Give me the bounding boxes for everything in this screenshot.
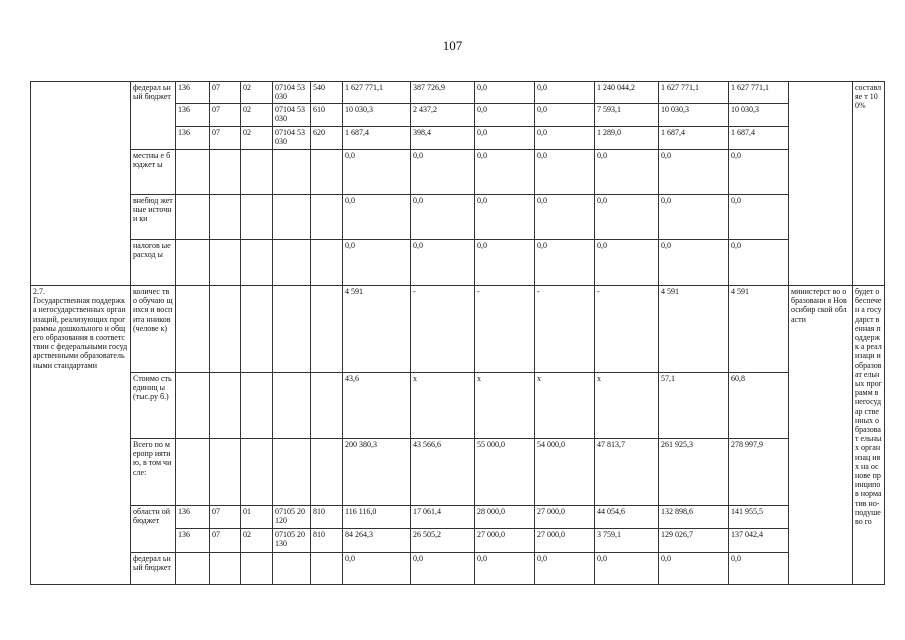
value-cell: - bbox=[411, 286, 475, 373]
value-cell: 0,0 bbox=[595, 553, 659, 585]
table-cell: 398,4 bbox=[411, 127, 475, 150]
table-cell: 136 bbox=[176, 104, 210, 127]
empty-cell bbox=[210, 373, 241, 439]
table-cell: 129 026,7 bbox=[659, 529, 729, 553]
executor: министерст во образовани я Новосибир ской области bbox=[789, 286, 853, 585]
empty-cell bbox=[241, 195, 273, 240]
value-cell: 54 000,0 bbox=[535, 439, 595, 506]
table-cell: 540 bbox=[311, 82, 343, 104]
table-cell: 1 240 044,2 bbox=[595, 82, 659, 104]
value-cell: x bbox=[535, 373, 595, 439]
empty-cell bbox=[241, 553, 273, 585]
value-cell: 4 591 bbox=[659, 286, 729, 373]
value-cell: 0,0 bbox=[659, 195, 729, 240]
empty-cell bbox=[311, 286, 343, 373]
table-cell: 141 955,5 bbox=[729, 506, 789, 529]
empty-cell bbox=[176, 150, 210, 195]
table-row bbox=[31, 553, 885, 585]
table-row bbox=[31, 195, 885, 240]
table-cell: 10 030,3 bbox=[343, 104, 411, 127]
empty-cell bbox=[241, 286, 273, 373]
table-cell: 0,0 bbox=[535, 127, 595, 150]
value-cell: x bbox=[595, 373, 659, 439]
empty-cell bbox=[176, 286, 210, 373]
table-cell: 0,0 bbox=[535, 82, 595, 104]
value-cell: 0,0 bbox=[595, 150, 659, 195]
table-row bbox=[31, 506, 885, 529]
table-cell: 1 687,4 bbox=[729, 127, 789, 150]
empty-cell bbox=[210, 553, 241, 585]
value-cell: - bbox=[475, 286, 535, 373]
empty-cell bbox=[311, 373, 343, 439]
value-cell: 0,0 bbox=[659, 150, 729, 195]
value-cell: 47 813,7 bbox=[595, 439, 659, 506]
value-cell: 60,8 bbox=[729, 373, 789, 439]
table-cell: 17 061,4 bbox=[411, 506, 475, 529]
table-row bbox=[31, 286, 885, 373]
table-cell: 810 bbox=[311, 506, 343, 529]
table-cell: 02 bbox=[241, 82, 273, 104]
result-note: составляе т 100% bbox=[853, 82, 885, 286]
table-cell: 387 726,9 bbox=[411, 82, 475, 104]
table-cell: 02 bbox=[241, 127, 273, 150]
empty-cell bbox=[210, 195, 241, 240]
value-cell: 278 997,9 bbox=[729, 439, 789, 506]
table-cell: 1 289,0 bbox=[595, 127, 659, 150]
table-cell: 10 030,3 bbox=[659, 104, 729, 127]
table-cell: 07104 53030 bbox=[273, 104, 311, 127]
table-cell: 2 437,2 bbox=[411, 104, 475, 127]
table-cell: 137 042,4 bbox=[729, 529, 789, 553]
table-cell: 84 264,3 bbox=[343, 529, 411, 553]
value-cell: 0,0 bbox=[535, 553, 595, 585]
value-cell: 0,0 bbox=[595, 195, 659, 240]
table-cell: 7 593,1 bbox=[595, 104, 659, 127]
value-cell: 0,0 bbox=[343, 195, 411, 240]
empty-cell bbox=[210, 439, 241, 506]
table-cell: 116 116,0 bbox=[343, 506, 411, 529]
table-cell: 10 030,3 bbox=[729, 104, 789, 127]
table-cell: 27 000,0 bbox=[475, 529, 535, 553]
empty-cell bbox=[176, 553, 210, 585]
cost-label: Стоимо сть единиц ы (тыс.ру б.) bbox=[131, 373, 176, 439]
empty-cell bbox=[176, 373, 210, 439]
table-cell: 0,0 bbox=[535, 104, 595, 127]
empty-cell bbox=[273, 439, 311, 506]
table-cell: 07 bbox=[210, 506, 241, 529]
value-cell: 0,0 bbox=[343, 150, 411, 195]
empty-cell bbox=[241, 373, 273, 439]
table-cell: 0,0 bbox=[475, 104, 535, 127]
empty-cell bbox=[273, 373, 311, 439]
table-cell: 27 000,0 bbox=[535, 506, 595, 529]
table-cell: 620 bbox=[311, 127, 343, 150]
empty-cell bbox=[273, 240, 311, 286]
value-cell: 43,6 bbox=[343, 373, 411, 439]
value-cell: 0,0 bbox=[535, 240, 595, 286]
empty-cell bbox=[273, 286, 311, 373]
value-cell: 0,0 bbox=[343, 553, 411, 585]
table-cell: 1 687,4 bbox=[659, 127, 729, 150]
value-cell: 4 591 bbox=[729, 286, 789, 373]
empty-cell bbox=[210, 286, 241, 373]
value-cell: 0,0 bbox=[729, 240, 789, 286]
empty-cell bbox=[210, 240, 241, 286]
extra-budget-label: внебюд жетные источни ки bbox=[131, 195, 176, 240]
value-cell: 0,0 bbox=[411, 553, 475, 585]
value-cell: 0,0 bbox=[475, 195, 535, 240]
table-cell: 136 bbox=[176, 529, 210, 553]
value-cell: 200 380,3 bbox=[343, 439, 411, 506]
expected-result: будет обеспечен а государст венная поддержк а реализаци и образоват ельных программ в негосудар ственных образоват ельных организац иях на основе принципо в норматив но-подушево го bbox=[853, 286, 885, 585]
empty-cell bbox=[241, 150, 273, 195]
table-cell: 136 bbox=[176, 82, 210, 104]
empty-cell bbox=[273, 553, 311, 585]
table-cell: 136 bbox=[176, 127, 210, 150]
table-row bbox=[31, 82, 885, 104]
value-cell: 0,0 bbox=[411, 150, 475, 195]
item-title: 2.7. Государственная поддержка негосударственных организаций, реализующих программы дошкольного и общего образования в соответствии с федеральными государственными образовательными стандартами bbox=[31, 286, 131, 585]
value-cell: - bbox=[535, 286, 595, 373]
table-cell: 132 898,6 bbox=[659, 506, 729, 529]
table-cell: 26 505,2 bbox=[411, 529, 475, 553]
value-cell: 4 591 bbox=[343, 286, 411, 373]
value-cell: 0,0 bbox=[729, 195, 789, 240]
table-cell: 1 627 771,1 bbox=[729, 82, 789, 104]
value-cell: 0,0 bbox=[475, 240, 535, 286]
value-cell: x bbox=[411, 373, 475, 439]
table-cell: 44 054,6 bbox=[595, 506, 659, 529]
value-cell: 0,0 bbox=[535, 195, 595, 240]
empty-cell bbox=[311, 195, 343, 240]
value-cell: 0,0 bbox=[475, 553, 535, 585]
table-cell: 1 687,4 bbox=[343, 127, 411, 150]
item-cell-empty bbox=[31, 82, 131, 286]
value-cell: x bbox=[475, 373, 535, 439]
table-cell: 07104 53030 bbox=[273, 127, 311, 150]
value-cell: 0,0 bbox=[535, 150, 595, 195]
empty-cell bbox=[273, 150, 311, 195]
value-cell: 0,0 bbox=[411, 195, 475, 240]
value-cell: 43 566,6 bbox=[411, 439, 475, 506]
table-cell: 07105 20130 bbox=[273, 529, 311, 553]
empty-cell bbox=[311, 439, 343, 506]
tax-expenses-label: налогов ые расход ы bbox=[131, 240, 176, 286]
page-number: 107 bbox=[442, 38, 463, 53]
value-cell: 57,1 bbox=[659, 373, 729, 439]
table-cell: 0,0 bbox=[475, 127, 535, 150]
empty-cell bbox=[311, 553, 343, 585]
table-cell: 28 000,0 bbox=[475, 506, 535, 529]
count-label: количес тво обучаю щихся и воспита нников (челове к) bbox=[131, 286, 176, 373]
value-cell: 0,0 bbox=[595, 240, 659, 286]
table-cell: 136 bbox=[176, 506, 210, 529]
table-cell: 07 bbox=[210, 104, 241, 127]
value-cell: 0,0 bbox=[475, 150, 535, 195]
table-row bbox=[31, 373, 885, 439]
table-row bbox=[31, 240, 885, 286]
table-cell: 1 627 771,1 bbox=[659, 82, 729, 104]
value-cell: 0,0 bbox=[729, 150, 789, 195]
local-budget-label: местны е бюджет ы bbox=[131, 150, 176, 195]
table-cell: 07 bbox=[210, 529, 241, 553]
budget-table bbox=[30, 81, 885, 585]
value-cell: 55 000,0 bbox=[475, 439, 535, 506]
table-cell: 3 759,1 bbox=[595, 529, 659, 553]
table-cell: 27 000,0 bbox=[535, 529, 595, 553]
value-cell: 0,0 bbox=[659, 553, 729, 585]
federal-budget-label: федерал ьный бюджет bbox=[131, 82, 176, 150]
table-cell: 07104 53030 bbox=[273, 82, 311, 104]
empty-cell bbox=[241, 240, 273, 286]
empty-cell bbox=[273, 195, 311, 240]
empty-cell bbox=[210, 150, 241, 195]
value-cell: - bbox=[595, 286, 659, 373]
federal-budget-label: федерал ьный бюджет bbox=[131, 553, 176, 585]
table-row bbox=[31, 150, 885, 195]
regional-budget-label: областн ой бюджет bbox=[131, 506, 176, 553]
table-cell: 0,0 bbox=[475, 82, 535, 104]
empty-cell bbox=[176, 195, 210, 240]
table-cell: 07105 20120 bbox=[273, 506, 311, 529]
table-cell: 07 bbox=[210, 82, 241, 104]
executor-cell-empty bbox=[789, 82, 853, 286]
table-cell: 07 bbox=[210, 127, 241, 150]
empty-cell bbox=[176, 240, 210, 286]
value-cell: 0,0 bbox=[411, 240, 475, 286]
table-cell: 01 bbox=[241, 506, 273, 529]
table-cell: 02 bbox=[241, 104, 273, 127]
table-cell: 1 627 771,1 bbox=[343, 82, 411, 104]
value-cell: 0,0 bbox=[729, 553, 789, 585]
table-cell: 02 bbox=[241, 529, 273, 553]
value-cell: 0,0 bbox=[659, 240, 729, 286]
empty-cell bbox=[311, 150, 343, 195]
value-cell: 261 925,3 bbox=[659, 439, 729, 506]
table-row bbox=[31, 439, 885, 506]
total-label: Всего по меропр иятию, в том числе: bbox=[131, 439, 176, 506]
empty-cell bbox=[241, 439, 273, 506]
empty-cell bbox=[311, 240, 343, 286]
empty-cell bbox=[176, 439, 210, 506]
value-cell: 0,0 bbox=[343, 240, 411, 286]
table-cell: 810 bbox=[311, 529, 343, 553]
table-cell: 610 bbox=[311, 104, 343, 127]
